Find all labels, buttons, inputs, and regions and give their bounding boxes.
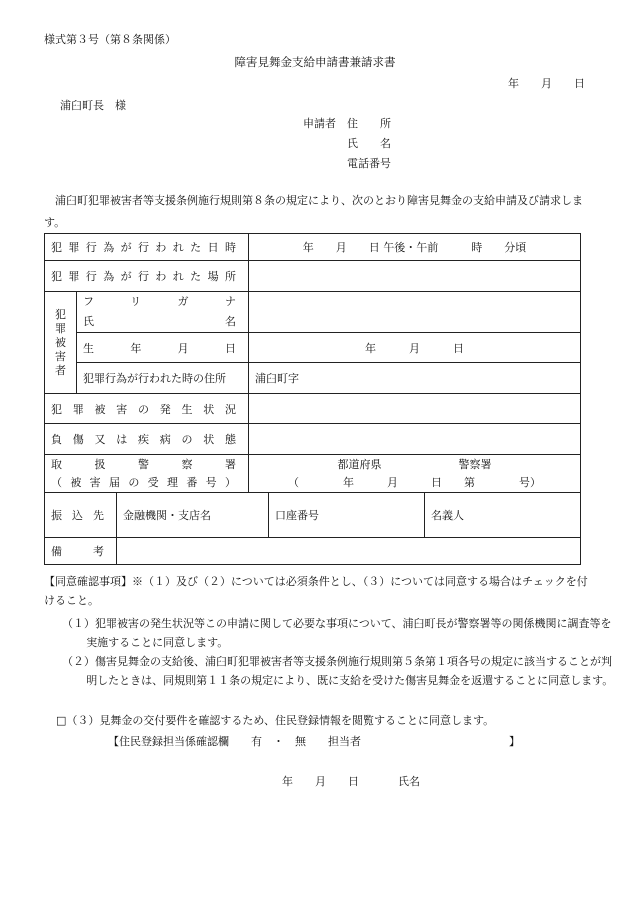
row-damage	[45, 394, 581, 424]
crime-datetime-label: 犯罪行為が行われた日時	[45, 234, 249, 261]
damage-value[interactable]	[249, 394, 581, 424]
account-holder-field[interactable]	[425, 493, 581, 538]
body-text: 浦臼町犯罪被害者等支援条例施行規則第８条の規定により、次のとおり障害見舞金の支給申請及び請求します。	[44, 194, 583, 229]
consent-item-3-text: （３）見舞金の交付要件を確認するため、住民登録情報を閲覧することに同意します。	[66, 714, 495, 727]
victim-label	[45, 292, 77, 394]
police-label-cell	[45, 455, 249, 493]
row-birth	[45, 333, 581, 363]
birth-value[interactable]: 年 月 日	[249, 333, 581, 363]
victim-name-value[interactable]	[249, 292, 581, 333]
crime-place-label: 犯罪行為が行われた場所	[45, 261, 249, 292]
document-title: 障害見舞金支給申請書兼請求書	[234, 55, 396, 69]
consent-checkbox[interactable]: □	[56, 714, 67, 727]
staff-confirm-field: 【住民登録担当係確認欄 有 ・ 無 担当者	[108, 735, 361, 748]
row-crime-place	[45, 261, 581, 292]
bank-branch-field[interactable]	[117, 493, 269, 538]
police-value-cell[interactable]	[249, 455, 581, 493]
form-number: 様式第３号（第８条関係）	[44, 33, 176, 46]
police-label: 取扱警察署	[51, 457, 243, 471]
crime-place-value[interactable]	[249, 261, 581, 292]
consent-item-2: （２）傷害見舞金の支給後、浦臼町犯罪被害者等支援条例施行規則第５条第１項各号の規定に該当することが判明したときは、同規則第１１条の規定により、既に支給を受けた傷害見舞金を返還することに同意します。	[62, 655, 614, 687]
report-number-value: （ 年 月 日 第 号）	[288, 475, 542, 489]
crime-datetime-value[interactable]: 年 月 日 午後・午前 時 分頃	[249, 234, 581, 261]
row-police	[45, 455, 581, 493]
address-at-time-value[interactable]: 浦臼町字	[249, 363, 581, 394]
consent-item-3	[56, 712, 494, 728]
victim-char-1: 犯	[55, 307, 66, 321]
row-address-at-time	[45, 363, 581, 394]
application-table	[44, 233, 581, 565]
applicant-label: 申請者	[303, 117, 336, 130]
applicant-address-label: 住 所	[347, 117, 391, 130]
transfer-label: 振込先	[45, 493, 117, 538]
bank-branch-label: 金融機関・支店名	[123, 509, 211, 522]
consent-heading: 【同意確認事項】※（１）及び（２）については必須条件とし、（３）については同意する場合はチェックを付けること。	[44, 575, 588, 607]
application-date: 年 月 日	[508, 77, 585, 90]
addressee: 浦臼町長 様	[60, 99, 126, 112]
victim-char-3: 被	[55, 335, 66, 349]
injury-value[interactable]	[249, 424, 581, 455]
victim-char-5: 者	[55, 363, 66, 377]
report-number-label: （被害届の受理番号）	[51, 475, 243, 489]
row-victim-name	[45, 292, 581, 333]
victim-char-2: 罪	[55, 321, 66, 335]
account-number-field[interactable]	[269, 493, 425, 538]
confirm-name-label: 氏名	[398, 775, 420, 788]
birth-label: 生年月日	[77, 333, 249, 363]
consent-item-1: （１）犯罪被害の発生状況等この申請に関して必要な事項について、浦臼町長が警察署等の関係機関に調査等を実施することに同意します。	[62, 617, 612, 649]
staff-confirm-bracket: 】	[509, 735, 520, 748]
remarks-value[interactable]	[117, 538, 581, 565]
furigana-label: フリガナ	[83, 295, 243, 308]
damage-label: 犯罪被害の発生状況	[45, 394, 249, 424]
name-label: 氏名	[83, 315, 243, 328]
victim-name-label-cell	[77, 292, 249, 333]
injury-label: 負傷又は疾病の状態	[45, 424, 249, 455]
address-at-time-label: 犯罪行為が行われた時の住所	[77, 363, 249, 394]
confirm-date: 年 月 日	[282, 775, 359, 788]
applicant-name-label: 氏 名	[347, 137, 391, 150]
victim-char-4: 害	[55, 349, 66, 363]
account-holder-label: 名義人	[431, 509, 465, 522]
row-remarks	[45, 538, 581, 565]
row-injury	[45, 424, 581, 455]
applicant-phone-label: 電話番号	[347, 157, 391, 170]
row-crime-datetime	[45, 234, 581, 261]
police-station-value: 都道府県 警察署	[337, 457, 492, 471]
row-transfer	[45, 493, 581, 538]
account-number-label: 口座番号	[275, 509, 320, 522]
remarks-label: 備考	[45, 538, 117, 565]
